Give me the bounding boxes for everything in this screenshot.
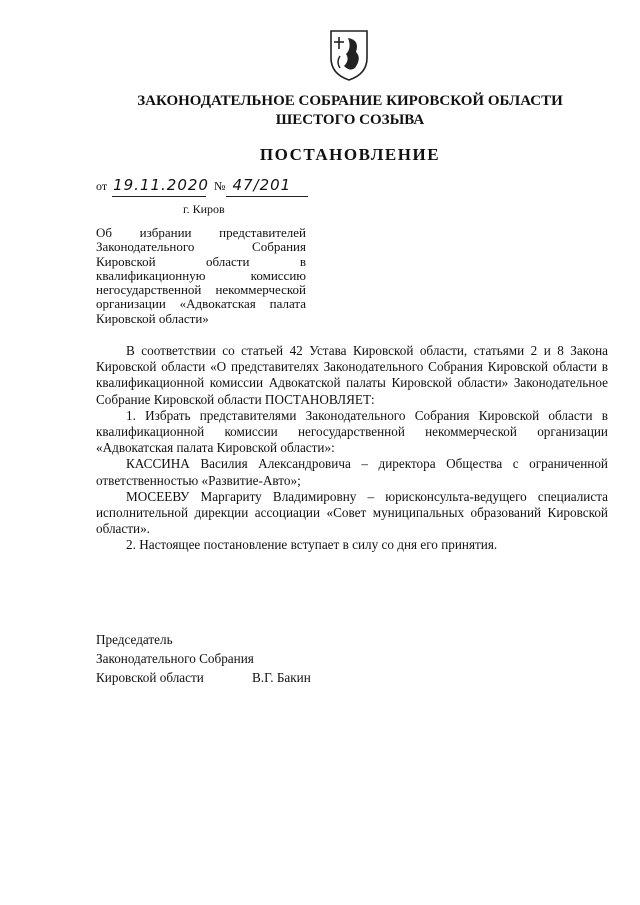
item-2-paragraph: 2. Настоящее постановление вступает в силу со дня его принятия. bbox=[126, 537, 498, 553]
document-subject: Об избрании представителей Законодательного Собрания Кировской области в квалификационную комиссию негосударственной некоммерческой организации «Адвокатская палата Кировской области» bbox=[96, 225, 306, 326]
signature-title-line-2: Законодательного Собрания bbox=[96, 651, 254, 666]
signatory-name: В.Г. Бакин bbox=[252, 670, 311, 685]
city: г. Киров bbox=[183, 202, 225, 216]
person-2-paragraph: МОСЕЕВУ Маргариту Владимировну – юрисконсульта-ведущего специалиста исполнительной дирекции ассоциации «Совет муниципальных образований Кировской области». bbox=[96, 488, 608, 537]
number-value: 47/201 bbox=[232, 176, 292, 194]
document-type: ПОСТАНОВЛЕНИЕ bbox=[259, 145, 441, 164]
date-number-line bbox=[96, 176, 316, 198]
signature-block bbox=[96, 630, 311, 687]
intro-paragraph: В соответствии со статьей 42 Устава Кировской области, статьями 2 и 8 Закона Кировской области «О представителях Законодательного Собрания Кировской области в квалификационной комиссии Адвокатской палаты Кировской области» Законодательное Собрание Кировской области ПОСТАНОВЛЯЕТ: bbox=[96, 343, 608, 407]
organization-name bbox=[0, 92, 640, 130]
item-1-paragraph: 1. Избрать представителями Законодательного Собрания Кировской области в квалификационной комиссии негосударственной некоммерческой организации «Адвокатская палата Кировской области»: bbox=[96, 407, 608, 456]
document-body bbox=[96, 343, 608, 554]
date-value: 19.11.2020 bbox=[113, 176, 209, 194]
number-underline bbox=[226, 196, 308, 197]
signature-title-line-3: Кировской области bbox=[96, 670, 204, 685]
date-prefix: от bbox=[96, 179, 108, 193]
person-1-paragraph: КАССИНА Василия Александровича – директора Общества с ограниченной ответственностью «Развитие-Авто»; bbox=[96, 456, 608, 488]
kirov-coat-of-arms-icon bbox=[328, 28, 370, 82]
organization-name-line-2: ШЕСТОГО СОЗЫВА bbox=[275, 112, 425, 128]
signature-title-line-1: Председатель bbox=[96, 632, 173, 647]
organization-name-line-1: ЗАКОНОДАТЕЛЬНОЕ СОБРАНИЕ КИРОВСКОЙ ОБЛАСТИ bbox=[137, 93, 563, 109]
number-prefix: № bbox=[213, 179, 226, 193]
date-underline bbox=[112, 196, 206, 197]
